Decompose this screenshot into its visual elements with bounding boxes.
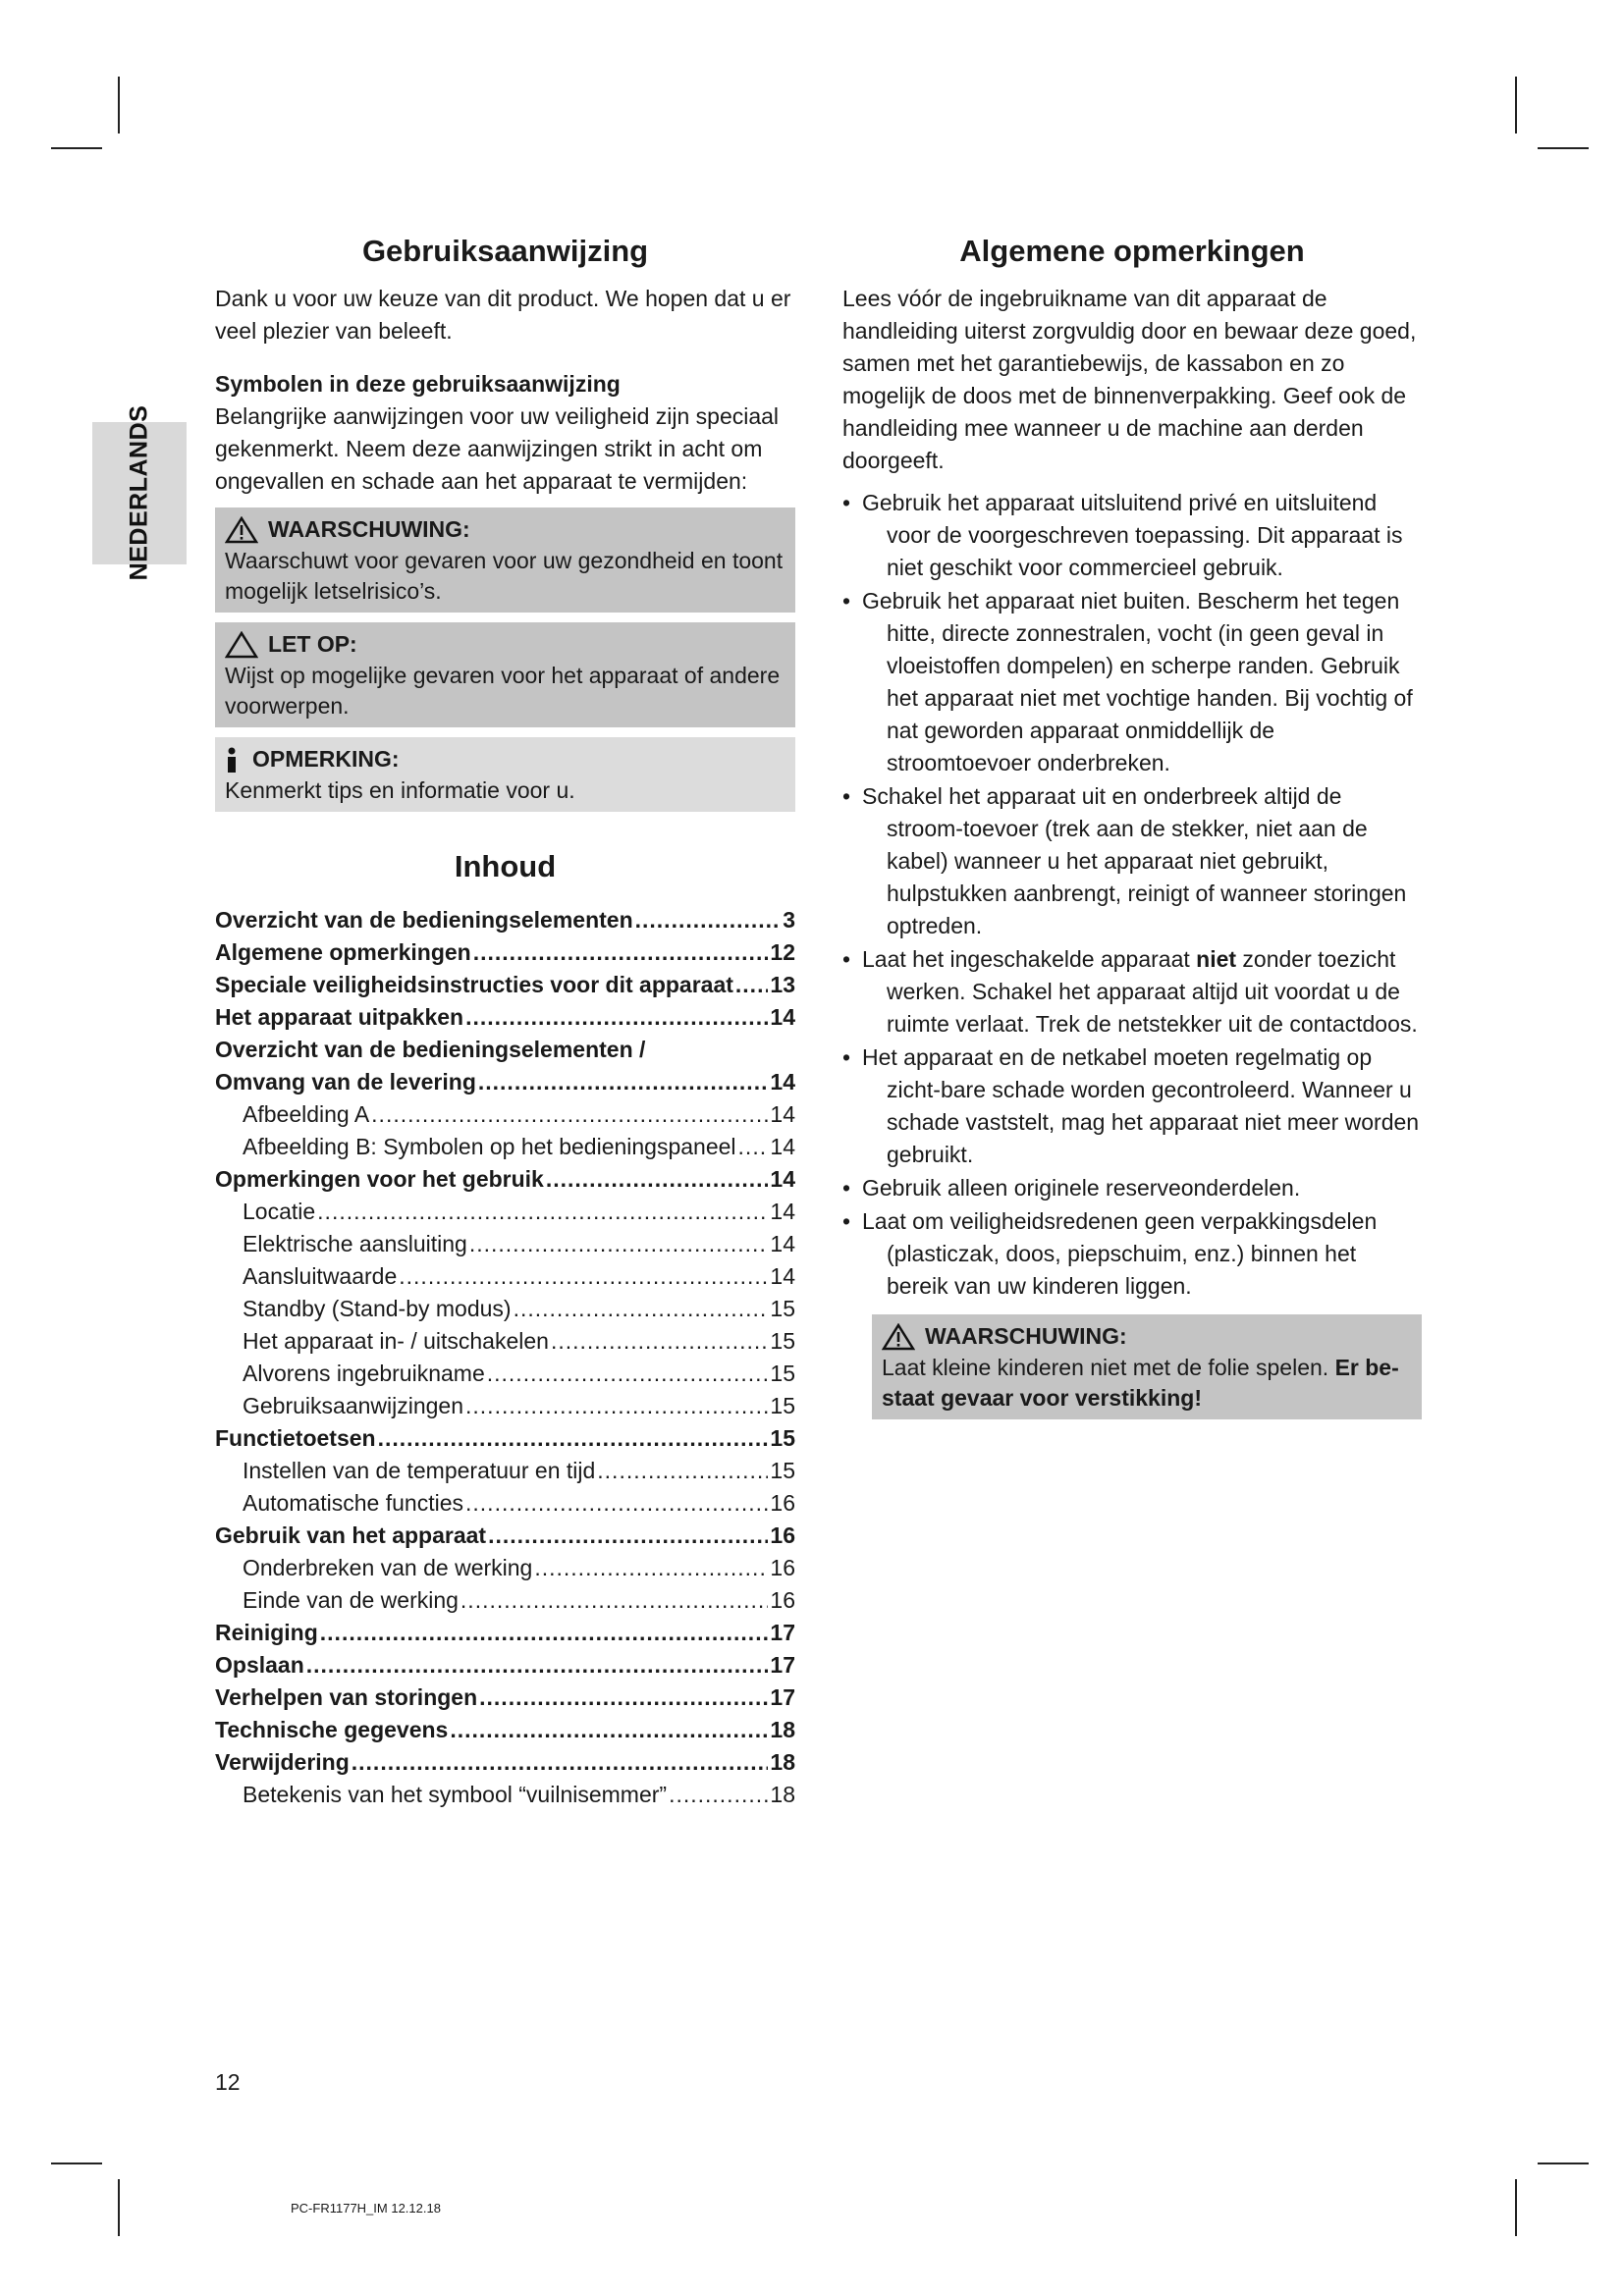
bullet-text: Gebruik het apparaat niet buiten. Bescherm het tegen hitte, directe zonnestralen, vocht (in geen geval in vloeistoffen dompelen) en scherpe randen. Gebruik het apparaat niet met vochtige handen. Bij vochtig of nat geworden apparaat onmiddellijk de stroomtoevoer onderbreken. [862, 588, 1413, 775]
safety-bullet-item [842, 943, 1422, 1041]
toc-entry-page: 3 [783, 907, 795, 933]
toc-leader-dots [465, 1001, 768, 1034]
toc-leader-dots [460, 1584, 768, 1617]
toc-entry-title: Gebruik van het apparaat [215, 1522, 487, 1548]
caution-title: LET OP: [268, 631, 357, 657]
toc-entry-page: 15 [770, 1361, 795, 1386]
intro-text: Dank u voor uw keuze van dit product. We hopen dat u er veel plezier van beleeft. [215, 286, 791, 344]
toc-entry-title: Afbeelding B: Symbolen op het bedieningspaneel [243, 1134, 736, 1159]
toc-entry-title: Overzicht van de bedieningselementen / [215, 1037, 646, 1062]
toc-entry [215, 1260, 795, 1293]
toc-entry [215, 1422, 795, 1455]
toc-leader-dots [488, 1520, 768, 1552]
toc-entry-title: Standby (Stand-by modus) [243, 1296, 512, 1321]
toc-entry [215, 904, 795, 936]
toc-entry-title: Verwijdering [215, 1749, 350, 1775]
warning-text-plain: Laat kleine kinderen niet met de folie spelen. [882, 1355, 1335, 1380]
toc-entry [215, 1682, 795, 1714]
symbols-text: Belangrijke aanwijzingen voor uw veiligheid zijn speciaal gekenmerkt. Neem deze aanwijzingen strikt in acht om ongevallen en schade aan het apparaat te vermijden: [215, 403, 780, 494]
toc-entry [215, 1746, 795, 1779]
caution-box [215, 622, 795, 727]
crop-mark [118, 77, 120, 133]
bullet-text: Laat het ingeschakelde apparaat [862, 946, 1197, 972]
warning-box [215, 507, 795, 613]
warning-title: WAARSCHUWING: [268, 516, 470, 542]
toc-leader-dots [534, 1552, 768, 1584]
toc-entry [215, 1714, 795, 1746]
toc-entry [215, 1163, 795, 1196]
toc-title: Inhoud [454, 849, 557, 883]
toc-entry [215, 1552, 795, 1584]
toc-entry [215, 1001, 795, 1034]
toc-entry-title: Instellen van de temperatuur en tijd [243, 1458, 596, 1483]
toc-entry [215, 1066, 795, 1098]
bullet-mark: • [842, 490, 851, 515]
bullet-text: Schakel het apparaat uit en onderbreek altijd de stroom-toevoer (trek aan de stekker, niet aan de kabel) wanneer u het apparaat niet gebruikt, hulpstukken aanbrengt, reinigt of wanneer storingen optreden. [862, 783, 1407, 938]
safety-bullet-item [842, 780, 1422, 942]
right-column [842, 232, 1422, 1419]
toc-entry-title: Het apparaat in- / uitschakelen [243, 1328, 549, 1354]
toc-entry-title: Reiniging [215, 1620, 318, 1645]
toc-leader-dots [306, 1649, 769, 1682]
toc-entry-page: 14 [770, 1199, 795, 1224]
crop-mark [51, 147, 102, 149]
toc-entry [215, 1520, 795, 1552]
toc-entry-page: 14 [770, 1263, 795, 1289]
crop-mark [118, 2179, 120, 2236]
toc-entry [215, 1455, 795, 1487]
warning-text: Waarschuwt voor gevaren voor uw gezondheid en toont mogelijk letselrisico’s. [225, 548, 784, 604]
toc-leader-dots [546, 1163, 769, 1196]
toc-entry-page: 14 [770, 1166, 795, 1192]
toc-entry-page: 17 [770, 1684, 795, 1710]
toc-entry [215, 969, 795, 1001]
caution-triangle-icon [225, 631, 260, 659]
toc-entry [215, 1196, 795, 1228]
toc-entry-page: 12 [770, 939, 795, 965]
note-title: OPMERKING: [252, 746, 400, 772]
bullet-mark: • [842, 1044, 851, 1070]
language-tab [92, 404, 187, 581]
toc-entry [215, 1649, 795, 1682]
safety-bullet-item [842, 1205, 1422, 1303]
toc-leader-dots [738, 1131, 769, 1163]
toc-entry [215, 1617, 795, 1649]
toc-entry [215, 1228, 795, 1260]
safety-bullet-item [842, 1041, 1422, 1171]
toc-entry-title: Het apparaat uitpakken [215, 1004, 464, 1030]
table-of-contents [215, 904, 795, 1811]
toc-entry-page: 15 [770, 1393, 795, 1418]
toc-leader-dots [450, 1714, 768, 1746]
toc-entry-page: 15 [770, 1296, 795, 1321]
bullet-text: Gebruik alleen originele reserveonderdelen. [862, 1175, 1301, 1201]
bullet-mark: • [842, 946, 851, 972]
toc-leader-dots [378, 1422, 769, 1455]
toc-entry-title: Automatische functies [243, 1490, 464, 1516]
toc-entry-title: Onderbreken van de werking [243, 1555, 533, 1580]
toc-leader-dots [465, 1487, 768, 1520]
toc-entry-page: 15 [770, 1458, 795, 1483]
toc-entry-page: 14 [770, 1069, 795, 1095]
toc-leader-dots [597, 1455, 768, 1487]
toc-leader-dots [465, 1390, 768, 1422]
toc-entry-title: Aansluitwaarde [243, 1263, 398, 1289]
toc-entry-page: 14 [770, 1134, 795, 1159]
toc-leader-dots [399, 1260, 768, 1293]
toc-entry-page: 18 [770, 1749, 795, 1775]
toc-entry [215, 1034, 795, 1066]
toc-entry-title: Opslaan [215, 1652, 304, 1678]
warning-text [882, 1353, 1412, 1414]
toc-leader-dots [320, 1617, 769, 1649]
crop-mark [1515, 77, 1517, 133]
info-icon [225, 746, 244, 774]
toc-leader-dots [487, 1358, 769, 1390]
toc-entry-page: 14 [770, 1101, 795, 1127]
toc-entry-page: 16 [770, 1587, 795, 1613]
caution-text: Wijst op mogelijke gevaren voor het apparaat of andere voorwerpen. [225, 663, 781, 719]
bullet-text: Gebruik het apparaat uitsluitend privé en uitsluitend voor de voorgeschreven toepassing. Dit apparaat is niet geschikt voor commercieel gebruik. [862, 490, 1403, 580]
toc-entry-page: 16 [770, 1555, 795, 1580]
toc-leader-dots [669, 1779, 768, 1811]
toc-entry-title: Speciale veiligheidsinstructies voor dit apparaat [215, 972, 733, 997]
bullet-text: Laat om veiligheidsredenen geen verpakkingsdelen (plasticzak, doos, piepschuim, enz.) binnen het bereik van uw kinderen liggen. [862, 1208, 1378, 1299]
bullet-mark: • [842, 1175, 851, 1201]
crop-mark [1515, 2179, 1517, 2236]
toc-leader-dots [473, 936, 769, 969]
toc-entry [215, 1487, 795, 1520]
bullet-text: zonder toezicht werken. Schakel het apparaat altijd uit voordat u de ruimte verlaat. Trek de netstekker uit de contactdoos. [887, 946, 1418, 1037]
toc-entry-title: Elektrische aansluiting [243, 1231, 467, 1256]
toc-entry-title: Locatie [243, 1199, 316, 1224]
warning-triangle-icon [882, 1323, 917, 1351]
symbols-heading: Symbolen in deze gebruiksaanwijzing [215, 371, 621, 397]
section-title: Algemene opmerkingen [959, 234, 1305, 268]
toc-entry [215, 1584, 795, 1617]
safety-bullet-item [842, 585, 1422, 779]
toc-leader-dots [514, 1293, 769, 1325]
general-intro: Lees vóór de ingebruikname van dit apparaat de handleiding uiterst zorgvuldig door en bewaar deze goed, samen met het garantiebewijs, de kassabon en zo mogelijk de doos met de binnenverpakking. Geef ook de handleiding mee wanneer u de machine aan derden doorgeeft. [842, 286, 1417, 473]
toc-entry-title: Einde van de werking [243, 1587, 459, 1613]
crop-mark [1538, 2163, 1589, 2164]
bullet-text-bold: niet [1196, 946, 1237, 972]
toc-entry [215, 1325, 795, 1358]
toc-entry-page: 13 [770, 972, 795, 997]
toc-entry-title: Overzicht van de bedieningselementen [215, 907, 633, 933]
toc-entry-title: Opmerkingen voor het gebruik [215, 1166, 544, 1192]
toc-entry-title: Betekenis van het symbool “vuilnisemmer” [243, 1782, 668, 1807]
note-box [215, 737, 795, 812]
warning-text-bold: Er be-staat gevaar voor verstikking! [882, 1355, 1399, 1411]
toc-entry-page: 18 [770, 1717, 795, 1742]
toc-entry-page: 15 [770, 1328, 795, 1354]
toc-entry-page: 17 [770, 1620, 795, 1645]
language-tab-label: NEDERLANDS [125, 404, 153, 581]
note-text: Kenmerkt tips en informatie voor u. [225, 777, 575, 803]
bullet-mark: • [842, 783, 851, 809]
footer-code: PC-FR1177H_IM 12.12.18 [291, 2201, 441, 2216]
toc-entry-page: 14 [770, 1231, 795, 1256]
bullet-mark: • [842, 1208, 851, 1234]
toc-leader-dots [469, 1228, 769, 1260]
toc-entry [215, 1779, 795, 1811]
safety-bullet-item [842, 1172, 1422, 1204]
toc-entry-title: Afbeelding A [243, 1101, 370, 1127]
toc-entry [215, 1131, 795, 1163]
toc-entry-page: 18 [770, 1782, 795, 1807]
toc-leader-dots [317, 1196, 768, 1228]
toc-entry [215, 1293, 795, 1325]
toc-entry [215, 936, 795, 969]
toc-entry [215, 1098, 795, 1131]
toc-entry-page: 16 [770, 1522, 795, 1548]
crop-mark [1538, 147, 1589, 149]
toc-leader-dots [735, 969, 769, 1001]
bullet-text: Het apparaat en de netkabel moeten regelmatig op zicht-bare schade worden gecontroleerd. Wanneer u schade vaststelt, mag het apparaat niet meer worden gebruikt. [862, 1044, 1420, 1167]
toc-entry-page: 16 [770, 1490, 795, 1516]
toc-entry-title: Technische gegevens [215, 1717, 449, 1742]
toc-leader-dots [551, 1325, 768, 1358]
toc-leader-dots [371, 1098, 768, 1131]
toc-leader-dots [352, 1746, 769, 1779]
crop-mark [51, 2163, 102, 2164]
toc-entry-page: 14 [770, 1004, 795, 1030]
safety-bullet-list [842, 487, 1422, 1303]
toc-leader-dots [635, 904, 782, 936]
page-number: 12 [215, 2069, 241, 2095]
toc-entry-title: Gebruiksaanwijzingen [243, 1393, 464, 1418]
warning-box-suffocation [872, 1314, 1422, 1419]
toc-entry-title: Algemene opmerkingen [215, 939, 471, 965]
warning-title: WAARSCHUWING: [925, 1323, 1127, 1349]
toc-entry-title: Functietoetsen [215, 1425, 376, 1451]
toc-entry [215, 1358, 795, 1390]
warning-triangle-icon [225, 516, 260, 544]
toc-entry [215, 1390, 795, 1422]
left-column [215, 232, 795, 1811]
toc-entry-title: Verhelpen van storingen [215, 1684, 478, 1710]
bullet-mark: • [842, 588, 851, 614]
toc-entry-title: Omvang van de levering [215, 1069, 476, 1095]
manual-title: Gebruiksaanwijzing [361, 234, 649, 268]
toc-entry-page: 15 [770, 1425, 795, 1451]
toc-leader-dots [479, 1682, 768, 1714]
toc-leader-dots [478, 1066, 769, 1098]
toc-entry-title: Alvorens ingebruikname [243, 1361, 485, 1386]
safety-bullet-item [842, 487, 1422, 584]
toc-entry-page: 17 [770, 1652, 795, 1678]
